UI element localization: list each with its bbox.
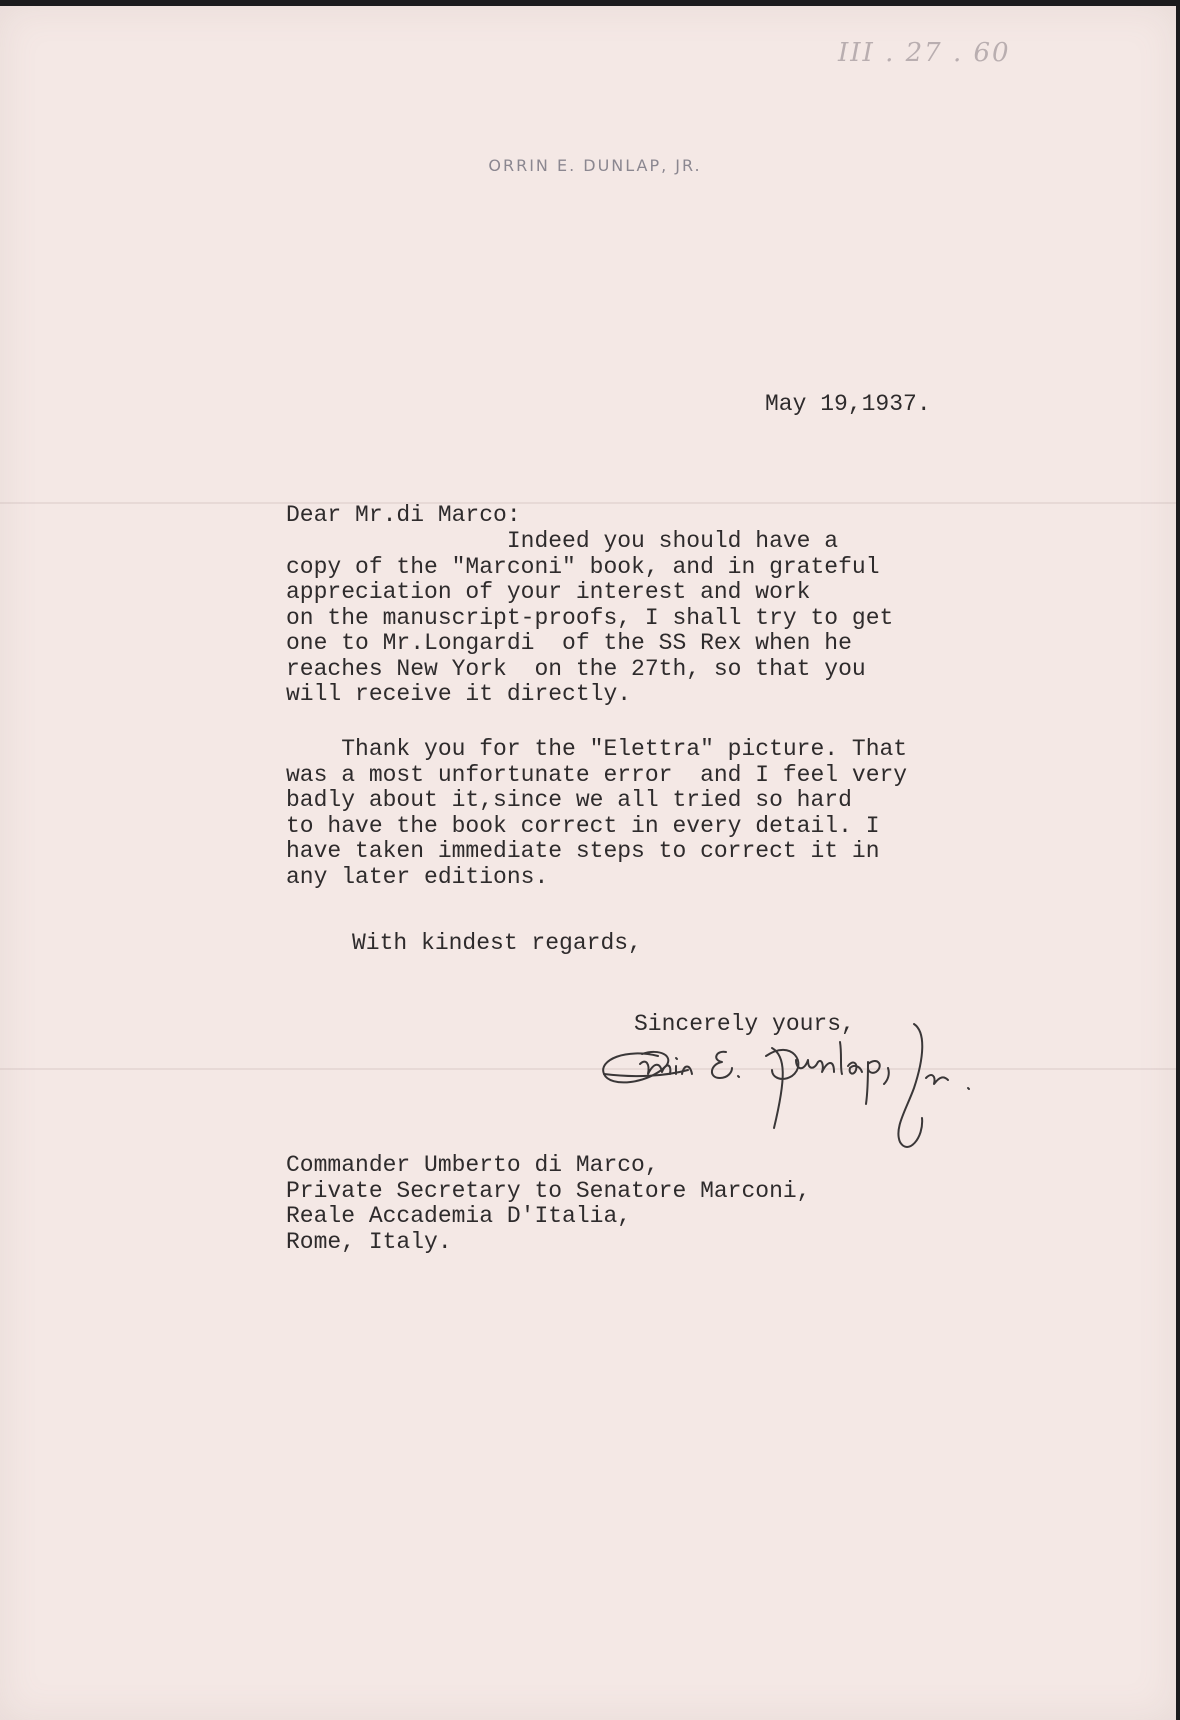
closing-regards: With kindest regards, bbox=[352, 930, 642, 956]
letter-page bbox=[0, 6, 1176, 1720]
body-paragraph-2: Thank you for the "Elettra" picture. That was a most unfortunate error and I feel very badly about it,since we all tried so hard to have the book correct in every detail. I have taken immediate steps to correct it in any later editions. bbox=[286, 736, 908, 890]
fold-line bbox=[0, 502, 1176, 504]
recipient-address: Commander Umberto di Marco, Private Secretary to Senatore Marconi, Reale Accademia D'Italia, Rome, Italy. bbox=[286, 1152, 811, 1255]
handwritten-signature bbox=[596, 1018, 1036, 1168]
letterhead: ORRIN E. DUNLAP, JR. bbox=[488, 156, 702, 175]
archive-reference-mark: III . 27 . 60 bbox=[838, 38, 1011, 68]
salutation: Dear Mr.di Marco: bbox=[286, 502, 521, 528]
sign-off: Sincerely yours, bbox=[634, 1011, 855, 1037]
letter-date: May 19,1937. bbox=[765, 391, 931, 417]
body-paragraph-1: Indeed you should have a copy of the "Marconi" book, and in grateful appreciation of your interest and work on the manuscript-proofs, I shall try to get one to Mr.Longardi of the SS Rex when he reaches New York on the 27th, so that you will receive it directly. bbox=[286, 528, 894, 707]
